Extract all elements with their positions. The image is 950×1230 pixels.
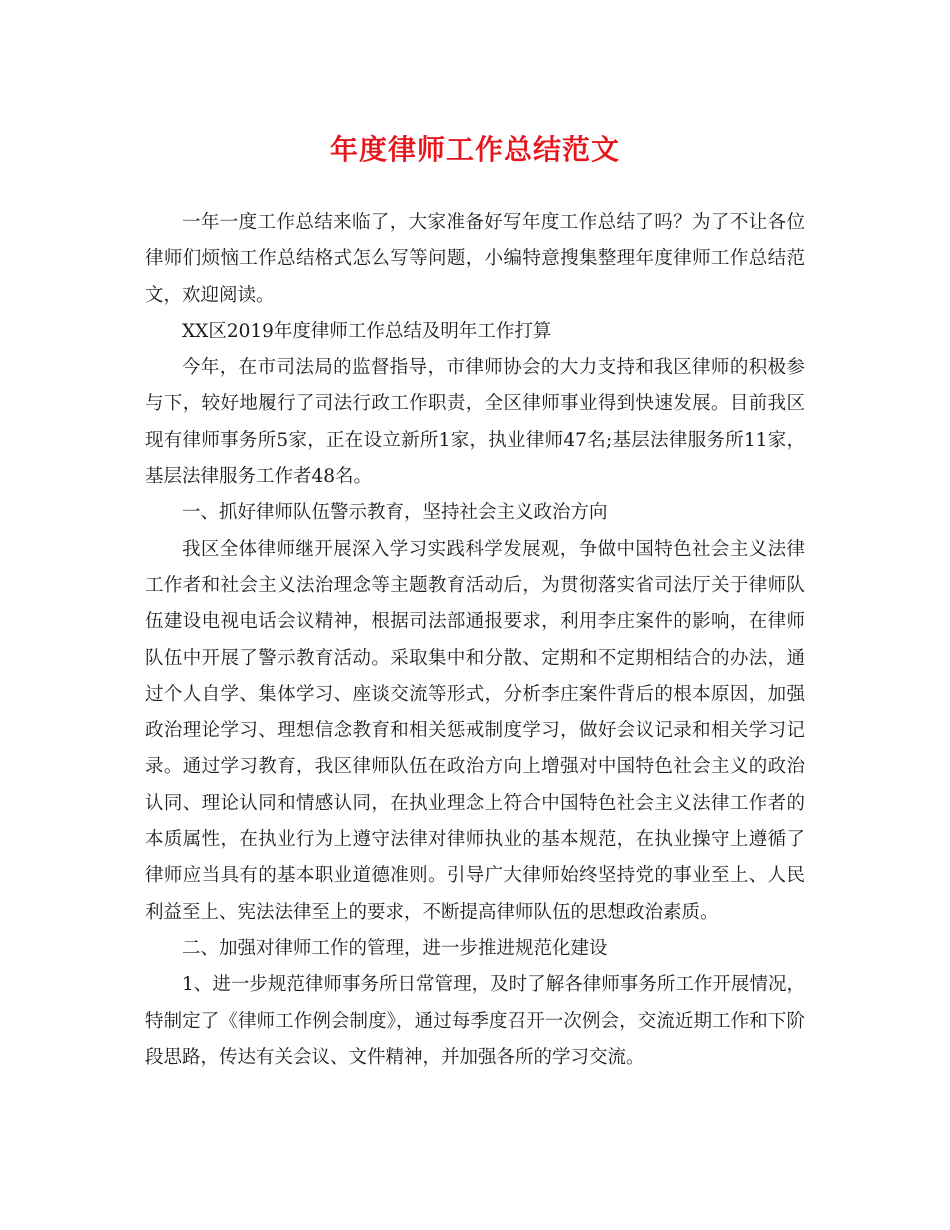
document-title: 年度律师工作总结范文 — [329, 133, 620, 166]
document-body — [145, 205, 805, 1076]
section-heading-one: 一、抓好律师队伍警示教育，坚持社会主义政治方向 — [182, 502, 608, 524]
intro-paragraph: 一年一度工作总结来临了，大家准备好写年度工作总结了吗？为了不让各位律师们烦恼工作总结格式怎么写等问题，小编特意搜集整理年度律师工作总结范文，欢迎阅读。 — [145, 212, 805, 306]
section-heading-two: 二、加强对律师工作的管理，进一步推进规范化建设 — [182, 937, 608, 959]
section-heading-report: XX区2019年度律师工作总结及明年工作打算 — [182, 320, 552, 342]
overview-paragraph: 今年，在市司法局的监督指导，市律师协会的大力支持和我区律师的积极参与下，较好地履行了司法行政工作职责，全区律师事业得到快速发展。目前我区现有律师事务所5家，正在设立新所1家，执业律师47名;基层法律服务所11家，基层法律服务工作者48名。 — [145, 357, 805, 488]
section-two-item-one: 1、进一步规范律师事务所日常管理，及时了解各律师事务所工作开展情况，特制定了《律师工作例会制度》，通过每季度召开一次例会，交流近期工作和下阶段思路，传达有关会议、文件精神，并加强各所的学习交流。 — [145, 974, 805, 1068]
section-one-paragraph: 我区全体律师继开展深入学习实践科学发展观，争做中国特色社会主义法律工作者和社会主义法治理念等主题教育活动后，为贯彻落实省司法厅关于律师队伍建设电视电话会议精神，根据司法部通报要求，利用李庄案件的影响，在律师队伍中开展了警示教育活动。采取集中和分散、定期和不定期相结合的办法，通过个人自学、集体学习、座谈交流等形式，分析李庄案件背后的根本原因，加强政治理论学习、理想信念教育和相关惩戒制度学习，做好会议记录和相关学习记录。通过学习教育，我区律师队伍在政治方向上增强对中国特色社会主义的政治认同、理论认同和情感认同，在执业理念上符合中国特色社会主义法律工作者的本质属性，在执业行为上遵守法律对律师执业的基本规范，在执业操守上遵循了律师应当具有的基本职业道德准则。引导广大律师始终坚持党的事业至上、人民利益至上、宪法法律至上的要求，不断提高律师队伍的思想政治素质。 — [145, 538, 805, 923]
